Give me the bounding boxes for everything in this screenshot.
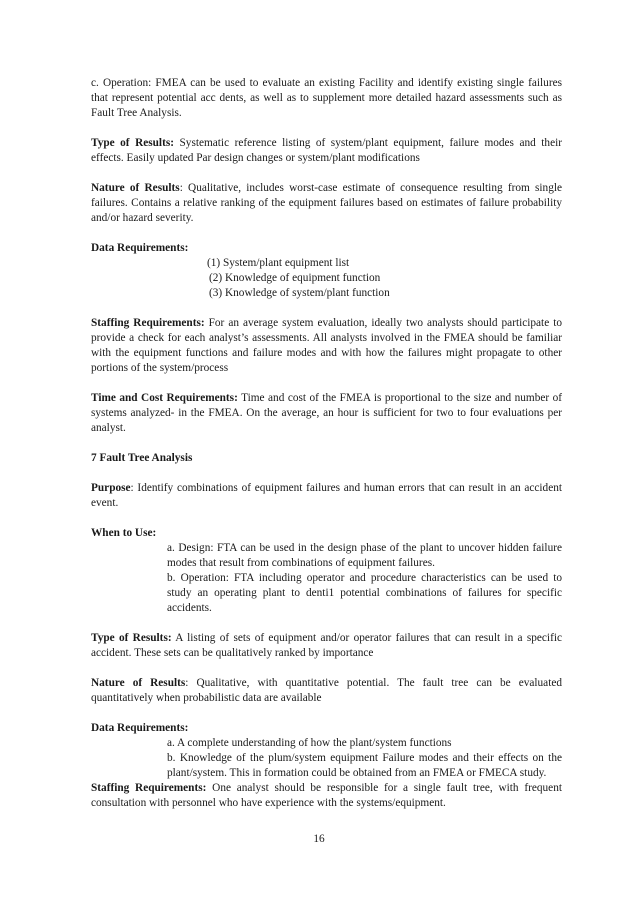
section-label: Time and Cost Requirements:: [91, 392, 238, 404]
section-label: Nature of Results: [91, 182, 180, 194]
list-item: (1) System/plant equipment list: [207, 257, 350, 269]
fta-data-requirements-list: [167, 736, 562, 781]
list-item: b. Operation: FTA including operator and procedure characteristics can be used to study an operating plant to denti1 potential combinations of failures for specific accidents.: [167, 572, 562, 614]
fmea-staffing-requirements: [91, 316, 562, 376]
section-label: Type of Results:: [91, 137, 174, 149]
fta-type-of-results: [91, 631, 562, 661]
operation-paragraph: c. Operation: FMEA can be used to evaluate an existing Facility and identify existing single failures that represent potential acc dents, as well as to supplement more detailed hazard assessments such as Fault Tree Analysis.: [91, 77, 562, 119]
section-label: Type of Results:: [91, 632, 172, 644]
document-page: [91, 76, 562, 811]
fmea-data-requirements-list: [91, 256, 562, 301]
page-number: 16: [313, 833, 325, 845]
fta-staffing-requirements: [91, 781, 562, 811]
section-text: : Qualitative, with quantitative potential. The fault tree can be evaluated quantitatively when probabilistic data are available: [91, 677, 562, 704]
list-item: a. A complete understanding of how the plant/system functions: [167, 737, 452, 749]
list-item: (2) Knowledge of equipment function: [209, 272, 381, 284]
list-item: (3) Knowledge of system/plant function: [209, 287, 390, 299]
section-text: A listing of sets of equipment and/or operator failures that can result in a specific accident. These sets can be qualitatively ranked by importance: [91, 632, 562, 659]
section-label: Staffing Requirements:: [91, 317, 205, 329]
section-label: Purpose: [91, 482, 131, 494]
section-text: For an average system evaluation, ideally two analysts should participate to provide a check for each analyst’s assessments. All analysts involved in the FMEA should be familiar with the equipment functions and failure modes and with how the failures might propagate to other portions of the system/process: [91, 317, 562, 374]
fmea-data-requirements-label: Data Requirements:: [91, 242, 189, 254]
fta-when-to-use-list: [167, 541, 562, 616]
section-text: One analyst should be responsible for a single fault tree, with frequent consultation with personnel who have experience with the systems/equipment.: [91, 782, 562, 809]
fta-when-to-use-label: When to Use:: [91, 527, 157, 539]
section-label: Staffing Requirements:: [91, 782, 207, 794]
fmea-type-of-results: [91, 136, 562, 166]
fta-nature-of-results: [91, 676, 562, 706]
fmea-nature-of-results: [91, 181, 562, 226]
fta-data-requirements-label: Data Requirements:: [91, 722, 189, 734]
section-label: Nature of Results: [91, 677, 186, 689]
fta-section-title: 7 Fault Tree Analysis: [91, 452, 193, 464]
fta-purpose: [91, 481, 562, 511]
fmea-time-cost-requirements: [91, 391, 562, 436]
section-text: Systematic reference listing of system/plant equipment, failure modes and their effects. Easily updated Par design changes or system/plant modifications: [91, 137, 562, 164]
section-text: : Identify combinations of equipment failures and human errors that can result in an accident event.: [91, 482, 562, 509]
section-text: Time and cost of the FMEA is proportional to the size and number of systems analyzed- in the FMEA. On the average, an hour is sufficient for two to four evaluations per analyst.: [91, 392, 563, 434]
list-item: a. Design: FTA can be used in the design phase of the plant to uncover hidden failure modes that result from combinations of equipment failures.: [167, 542, 562, 569]
section-text: : Qualitative, includes worst-case estimate of consequence resulting from single failures. Contains a relative ranking of the equipment failures based on estimates of failure probability and/or hazard severity.: [91, 182, 563, 224]
list-item: b. Knowledge of the plum/system equipment Failure modes and their effects on the plant/system. This in formation could be obtained from an FMEA or FMECA study.: [167, 752, 562, 779]
